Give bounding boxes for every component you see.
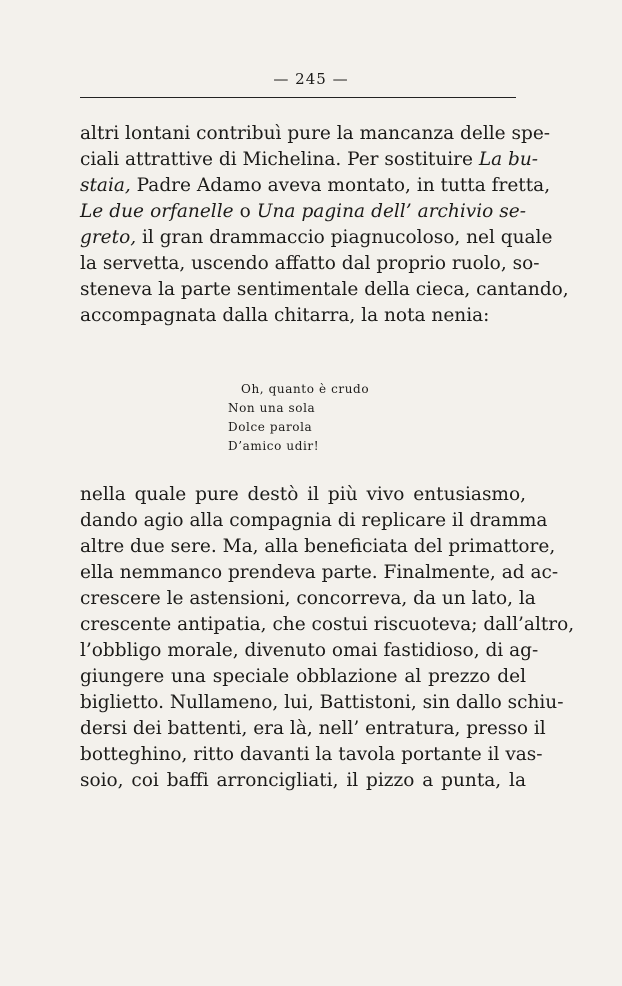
text-line (80, 303, 526, 329)
text-line: soio, coi baffi arroncigliati, il pizzo a punta, la (80, 770, 526, 791)
text-run: il gran drammaccio piagnucoloso, nel quale (136, 227, 553, 248)
text-run: Padre Adamo aveva montato, in tutta fretta, (130, 175, 551, 196)
text-line: botteghino, ritto davanti la tavola portante il vas- (80, 744, 543, 765)
text-run: accompagnata dalla chitarra, la nota nenia: (80, 305, 490, 326)
text-run: steneva la parte sentimentale della cieca, cantando, (80, 279, 569, 300)
text-line (80, 251, 540, 277)
verse-line: D’amico udir! (228, 439, 320, 453)
verse-line: Non una sola (228, 401, 316, 415)
verse-line: Oh, quanto è crudo (241, 382, 370, 396)
text-line: altre due sere. Ma, alla beneficiata del primattore, (80, 536, 556, 557)
verse-line: Dolce parola (228, 420, 313, 434)
text-run: altri lontani contribuì pure la mancanza delle spe- (80, 123, 551, 144)
italic-title: greto, (80, 227, 137, 248)
italic-title: Una pagina dell’ archivio se- (256, 201, 527, 222)
text-line (80, 199, 526, 225)
text-line: ella nemmanco prendeva parte. Finalmente, ad ac- (80, 562, 559, 583)
text-line: dersi dei battenti, era là, nell’ entratura, presso il (80, 718, 546, 739)
paragraph-1 (80, 121, 569, 329)
text-line (80, 277, 569, 303)
text-line: dando agio alla compagnia di replicare il dramma (80, 510, 548, 531)
text-run: la servetta, uscendo affatto dal proprio ruolo, so- (80, 253, 540, 274)
text-line: l’obbligo morale, divenuto omai fastidioso, di ag- (80, 640, 539, 661)
text-line: nella quale pure destò il più vivo entusiasmo, (80, 484, 526, 505)
page-number: — 245 — (273, 70, 349, 88)
text-line (80, 173, 551, 199)
text-run: ciali attrattive di Michelina. Per sostituire (80, 149, 479, 170)
italic-title: staia, (80, 175, 131, 196)
text-run: o (233, 201, 257, 222)
header-rule (80, 97, 516, 98)
text-line (80, 147, 539, 173)
italic-title: Le due orfanelle (80, 201, 234, 222)
text-line: crescere le astensioni, concorreva, da un lato, la (80, 588, 536, 609)
text-line: giungere una speciale obblazione al prezzo del (80, 666, 526, 687)
verse-block (228, 380, 370, 456)
italic-title: La bu- (478, 149, 539, 170)
paragraph-2 (80, 482, 575, 794)
text-line (80, 225, 553, 251)
text-line: crescente antipatia, che costui riscuoteva; dall’altro, (80, 614, 575, 635)
text-line (80, 121, 551, 147)
text-line: biglietto. Nullameno, lui, Battistoni, sin dallo schiu- (80, 692, 564, 713)
